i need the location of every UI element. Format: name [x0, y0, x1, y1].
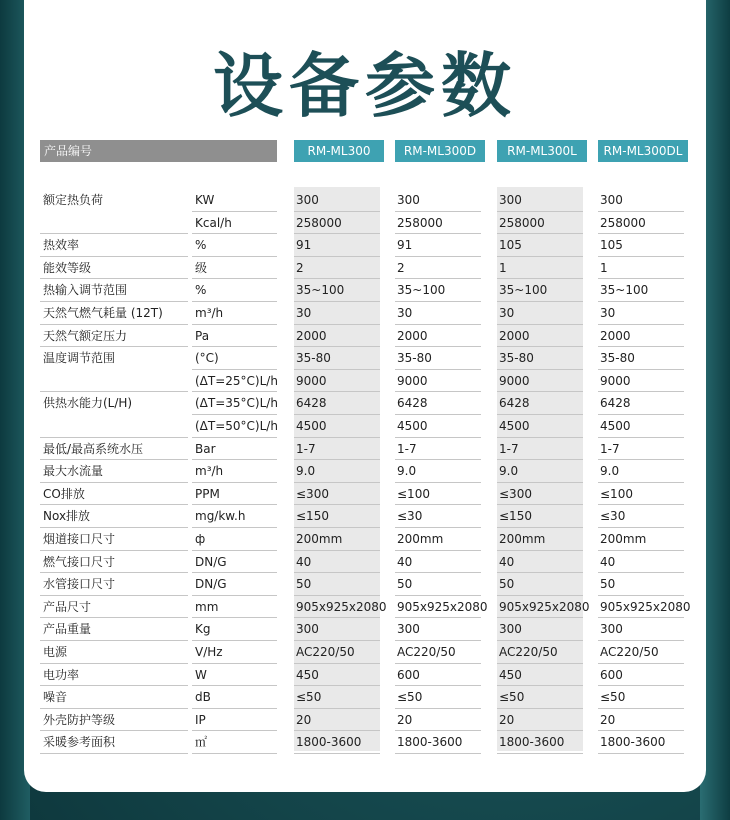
param-name: 产品重量 — [40, 618, 188, 641]
table-row — [0, 573, 730, 596]
table-row — [0, 279, 730, 302]
param-name: 最大水流量 — [40, 460, 188, 483]
param-name: 燃气接口尺寸 — [40, 551, 188, 574]
value-cell: 6428 — [294, 392, 380, 415]
value-cell: 20 — [294, 709, 380, 732]
value-cell: 35-80 — [294, 347, 380, 370]
value-cell: 600 — [395, 664, 481, 687]
value-cell: 50 — [294, 573, 380, 596]
value-cell: 9000 — [395, 370, 481, 393]
param-name — [40, 370, 188, 393]
param-name: 采暖参考面积 — [40, 731, 188, 754]
value-cell: 2000 — [598, 325, 684, 348]
value-cell: 50 — [395, 573, 481, 596]
param-unit: (ΔT=25°C)L/h — [192, 370, 277, 393]
page-title: 设备参数 — [213, 45, 517, 127]
value-cell: 9.0 — [598, 460, 684, 483]
param-unit: V/Hz — [192, 641, 277, 664]
value-cell: ≤30 — [395, 505, 481, 528]
param-unit: Bar — [192, 438, 277, 461]
param-unit: m³/h — [192, 460, 277, 483]
param-name: 额定热负荷 — [43, 193, 104, 207]
param-unit: % — [192, 279, 277, 302]
value-cell: 105 — [598, 234, 684, 257]
value-cell: 300 — [395, 618, 481, 641]
table-row — [0, 596, 730, 619]
param-name: 烟道接口尺寸 — [40, 528, 188, 551]
param-unit: mm — [192, 596, 277, 619]
param-unit: Kcal/h — [192, 212, 277, 235]
table-row — [0, 415, 730, 438]
value-cell: 35-80 — [598, 347, 684, 370]
value-cell: 2000 — [497, 325, 583, 348]
param-unit: PPM — [192, 483, 277, 506]
value-cell: 30 — [395, 302, 481, 325]
value-cell: 2 — [395, 257, 481, 280]
value-cell: 35~100 — [497, 279, 583, 302]
value-cell: 105 — [497, 234, 583, 257]
value-cell: ≤30 — [598, 505, 684, 528]
model-header-2: RM-ML300D — [395, 140, 485, 162]
value-cell: ≤50 — [294, 686, 380, 709]
table-row — [0, 551, 730, 574]
table-row — [0, 641, 730, 664]
table-row — [0, 438, 730, 461]
param-name: 天然气额定压力 — [40, 325, 188, 348]
table-row — [0, 731, 730, 754]
value-cell: 905x925x2080 — [598, 596, 684, 619]
param-unit: DN/G — [192, 573, 277, 596]
param-unit: ㎡ — [192, 731, 277, 754]
param-unit: (ΔT=50°C)L/h — [192, 415, 277, 438]
table-row — [0, 302, 730, 325]
param-name: 温度调节范围 — [43, 351, 116, 366]
value-cell: 450 — [294, 664, 380, 687]
model-header-1: RM-ML300 — [294, 140, 384, 162]
value-cell: 2000 — [395, 325, 481, 348]
value-cell: 40 — [395, 551, 481, 574]
value-cell: 1800-3600 — [598, 731, 684, 754]
model-header-4: RM-ML300DL — [598, 140, 688, 162]
table-row — [0, 392, 730, 415]
value-cell: 20 — [497, 709, 583, 732]
param-name: 电功率 — [40, 664, 188, 687]
param-name: Nox排放 — [40, 505, 188, 528]
value-cell: 50 — [598, 573, 684, 596]
value-cell: ≤100 — [598, 483, 684, 506]
value-cell: 35-80 — [497, 347, 583, 370]
param-unit: KW — [192, 189, 277, 212]
value-cell: ≤300 — [497, 483, 583, 506]
value-cell: 4500 — [395, 415, 481, 438]
table-row — [0, 257, 730, 280]
param-unit: (°C) — [192, 347, 277, 370]
value-cell: 6428 — [395, 392, 481, 415]
table-row — [0, 370, 730, 393]
param-name: 外壳防护等级 — [40, 709, 188, 732]
param-unit: W — [192, 664, 277, 687]
value-cell: 9000 — [497, 370, 583, 393]
value-cell: 200mm — [294, 528, 380, 551]
table-row — [0, 664, 730, 687]
value-cell: 1 — [497, 257, 583, 280]
value-cell: 300 — [598, 618, 684, 641]
value-cell: 35~100 — [294, 279, 380, 302]
table-row — [0, 347, 730, 370]
value-cell: ≤50 — [598, 686, 684, 709]
value-cell: 40 — [294, 551, 380, 574]
value-cell: 30 — [294, 302, 380, 325]
value-cell: 40 — [497, 551, 583, 574]
param-name: 水管接口尺寸 — [40, 573, 188, 596]
value-cell: 2000 — [294, 325, 380, 348]
value-cell: ≤50 — [497, 686, 583, 709]
param-unit: Pa — [192, 325, 277, 348]
value-cell: ≤150 — [497, 505, 583, 528]
value-cell: 1-7 — [497, 438, 583, 461]
value-cell: 1800-3600 — [395, 731, 481, 754]
value-cell: AC220/50 — [395, 641, 481, 664]
value-cell: 300 — [395, 189, 481, 212]
value-cell: 2 — [294, 257, 380, 280]
value-cell: 9000 — [598, 370, 684, 393]
value-cell: 1800-3600 — [294, 731, 380, 754]
param-name: 噪音 — [40, 686, 188, 709]
value-cell: 1-7 — [598, 438, 684, 461]
model-header-3: RM-ML300L — [497, 140, 587, 162]
value-cell: 258000 — [294, 212, 380, 235]
value-cell: 300 — [497, 189, 583, 212]
value-cell: 91 — [294, 234, 380, 257]
value-cell: 30 — [598, 302, 684, 325]
value-cell: 450 — [497, 664, 583, 687]
param-unit: ф — [192, 528, 277, 551]
value-cell: 9.0 — [395, 460, 481, 483]
param-name: 能效等级 — [40, 257, 188, 280]
param-unit: Kg — [192, 618, 277, 641]
param-name: CO排放 — [40, 483, 188, 506]
value-cell: 1800-3600 — [497, 731, 583, 754]
param-unit: m³/h — [192, 302, 277, 325]
value-cell: AC220/50 — [598, 641, 684, 664]
param-unit: mg/kw.h — [192, 505, 277, 528]
param-unit: 级 — [192, 257, 277, 280]
value-cell: 9.0 — [294, 460, 380, 483]
param-unit: dB — [192, 686, 277, 709]
value-cell: ≤50 — [395, 686, 481, 709]
param-unit: IP — [192, 709, 277, 732]
value-cell: ≤150 — [294, 505, 380, 528]
table-row — [0, 325, 730, 348]
value-cell: 4500 — [294, 415, 380, 438]
value-cell: 200mm — [497, 528, 583, 551]
value-cell: 35-80 — [395, 347, 481, 370]
value-cell: ≤100 — [395, 483, 481, 506]
value-cell: 258000 — [598, 212, 684, 235]
table-row — [0, 460, 730, 483]
param-unit: DN/G — [192, 551, 277, 574]
value-cell: 6428 — [598, 392, 684, 415]
value-cell: 35~100 — [598, 279, 684, 302]
table-row — [0, 212, 730, 235]
value-cell: 1-7 — [395, 438, 481, 461]
param-name: 最低/最高系统水压 — [40, 438, 188, 461]
param-name — [40, 415, 188, 438]
table-row — [0, 234, 730, 257]
param-name: 热输入调节范围 — [40, 279, 188, 302]
param-name: 供热水能力(L/H) — [43, 396, 133, 411]
value-cell: 9.0 — [497, 460, 583, 483]
param-unit: % — [192, 234, 277, 257]
value-cell: 300 — [294, 618, 380, 641]
value-cell: 200mm — [598, 528, 684, 551]
value-cell: 20 — [395, 709, 481, 732]
value-cell: 258000 — [395, 212, 481, 235]
table-row — [0, 686, 730, 709]
value-cell: 1-7 — [294, 438, 380, 461]
value-cell: 4500 — [497, 415, 583, 438]
param-name: 产品尺寸 — [40, 596, 188, 619]
value-cell: 50 — [497, 573, 583, 596]
value-cell: 905x925x2080 — [395, 596, 481, 619]
value-cell: 35~100 — [395, 279, 481, 302]
value-cell: 300 — [497, 618, 583, 641]
table-row — [0, 709, 730, 732]
param-unit: (ΔT=35°C)L/h — [192, 392, 277, 415]
header-label: 产品编号 — [40, 140, 277, 162]
value-cell: 905x925x2080 — [294, 596, 380, 619]
value-cell: 4500 — [598, 415, 684, 438]
param-name: 电源 — [40, 641, 188, 664]
value-cell: 200mm — [395, 528, 481, 551]
value-cell: 300 — [598, 189, 684, 212]
value-cell: 300 — [294, 189, 380, 212]
table-row — [0, 189, 730, 212]
table-row — [0, 505, 730, 528]
param-name — [40, 212, 188, 235]
value-cell: 1 — [598, 257, 684, 280]
value-cell: 600 — [598, 664, 684, 687]
table-row — [0, 618, 730, 641]
value-cell: 20 — [598, 709, 684, 732]
value-cell: AC220/50 — [294, 641, 380, 664]
value-cell: ≤300 — [294, 483, 380, 506]
value-cell: 258000 — [497, 212, 583, 235]
value-cell: 91 — [395, 234, 481, 257]
param-name: 天然气燃气耗量 (12T) — [40, 302, 188, 325]
value-cell: 6428 — [497, 392, 583, 415]
table-row — [0, 483, 730, 506]
value-cell: 30 — [497, 302, 583, 325]
value-cell: AC220/50 — [497, 641, 583, 664]
value-cell: 9000 — [294, 370, 380, 393]
table-row — [0, 528, 730, 551]
value-cell: 40 — [598, 551, 684, 574]
value-cell: 905x925x2080 — [497, 596, 583, 619]
param-name: 热效率 — [40, 234, 188, 257]
